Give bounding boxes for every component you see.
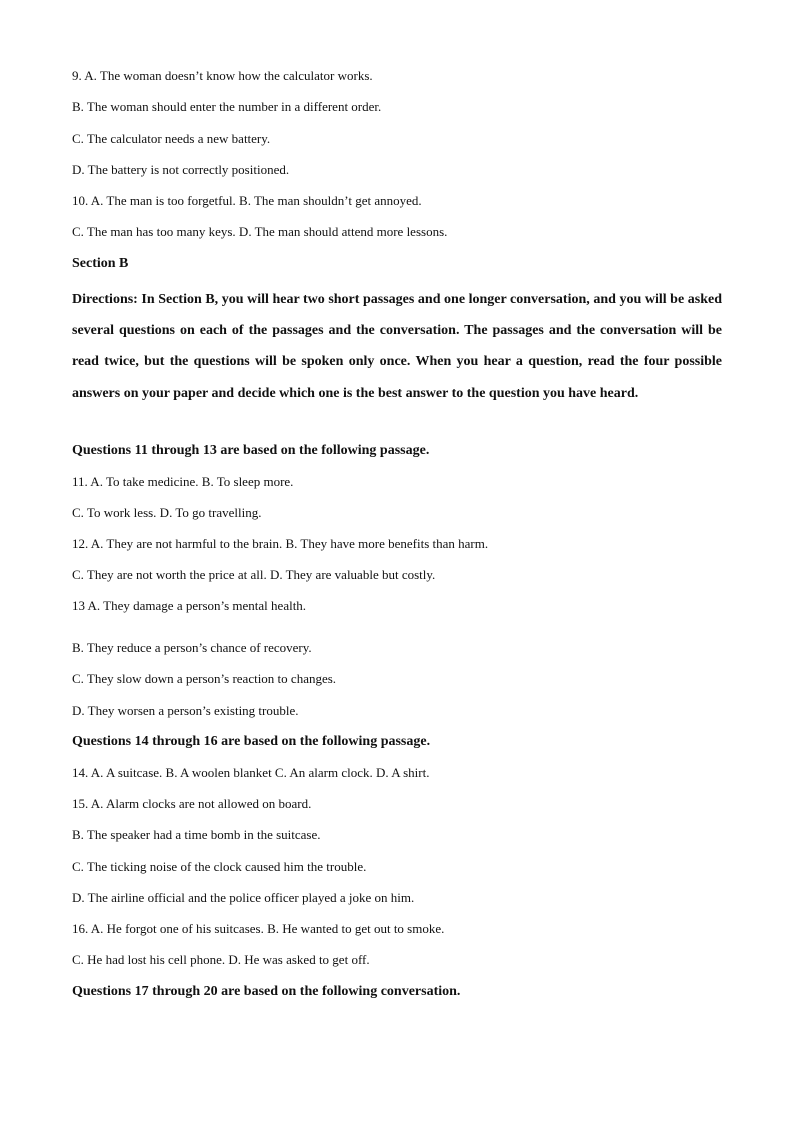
q9-option-c: C. The calculator needs a new battery. — [72, 131, 271, 146]
section-b-title: Section B — [72, 256, 129, 271]
q13-option-c: C. They slow down a person’s reaction to changes. — [72, 671, 337, 686]
q15-option-d: D. The airline official and the police officer played a joke on him. — [72, 890, 415, 905]
q12-options-cd: C. They are not worth the price at all. D. They are valuable but costly. — [72, 567, 436, 582]
q11-options-ab: 11. A. To take medicine. B. To sleep more. — [72, 474, 294, 489]
q16-options-cd: C. He had lost his cell phone. D. He was asked to get off. — [72, 952, 370, 967]
group1-heading: Questions 11 through 13 are based on the following passage. — [72, 443, 430, 458]
q13-option-a: 13 A. They damage a person’s mental health. — [72, 598, 307, 613]
q9-option-d: D. The battery is not correctly positioned. — [72, 162, 290, 177]
q15-option-a: 15. A. Alarm clocks are not allowed on board. — [72, 796, 312, 811]
q15-option-c: C. The ticking noise of the clock caused him the trouble. — [72, 859, 367, 874]
q14-options: 14. A. A suitcase. B. A woolen blanket C. An alarm clock. D. A shirt. — [72, 765, 430, 780]
q16-options-ab: 16. A. He forgot one of his suitcases. B. He wanted to get out to smoke. — [72, 921, 445, 936]
section-b-directions: Directions: In Section B, you will hear two short passages and one longer conversation, and you will be asked several questions on each of the passages and the conversation. The passages and the conversation will be read twice, but the questions will be spoken only once. When you hear a question, read the four possible answers on your paper and decide which one is the best answer to the question you have heard. — [72, 292, 722, 401]
q10-options-ab: 10. A. The man is too forgetful. B. The man shouldn’t get annoyed. — [72, 193, 422, 208]
q10-options-cd: C. The man has too many keys. D. The man should attend more lessons. — [72, 224, 448, 239]
q15-option-b: B. The speaker had a time bomb in the suitcase. — [72, 827, 321, 842]
q13-option-b: B. They reduce a person’s chance of recovery. — [72, 640, 312, 655]
q9-option-b: B. The woman should enter the number in a different order. — [72, 99, 382, 114]
q11-options-cd: C. To work less. D. To go travelling. — [72, 505, 262, 520]
group3-heading: Questions 17 through 20 are based on the following conversation. — [72, 984, 461, 999]
q12-options-ab: 12. A. They are not harmful to the brain. B. They have more benefits than harm. — [72, 536, 489, 551]
group2-heading: Questions 14 through 16 are based on the following passage. — [72, 734, 431, 749]
q13-option-d: D. They worsen a person’s existing trouble. — [72, 703, 299, 718]
q9-option-a: 9. A. The woman doesn’t know how the calculator works. — [72, 68, 373, 83]
